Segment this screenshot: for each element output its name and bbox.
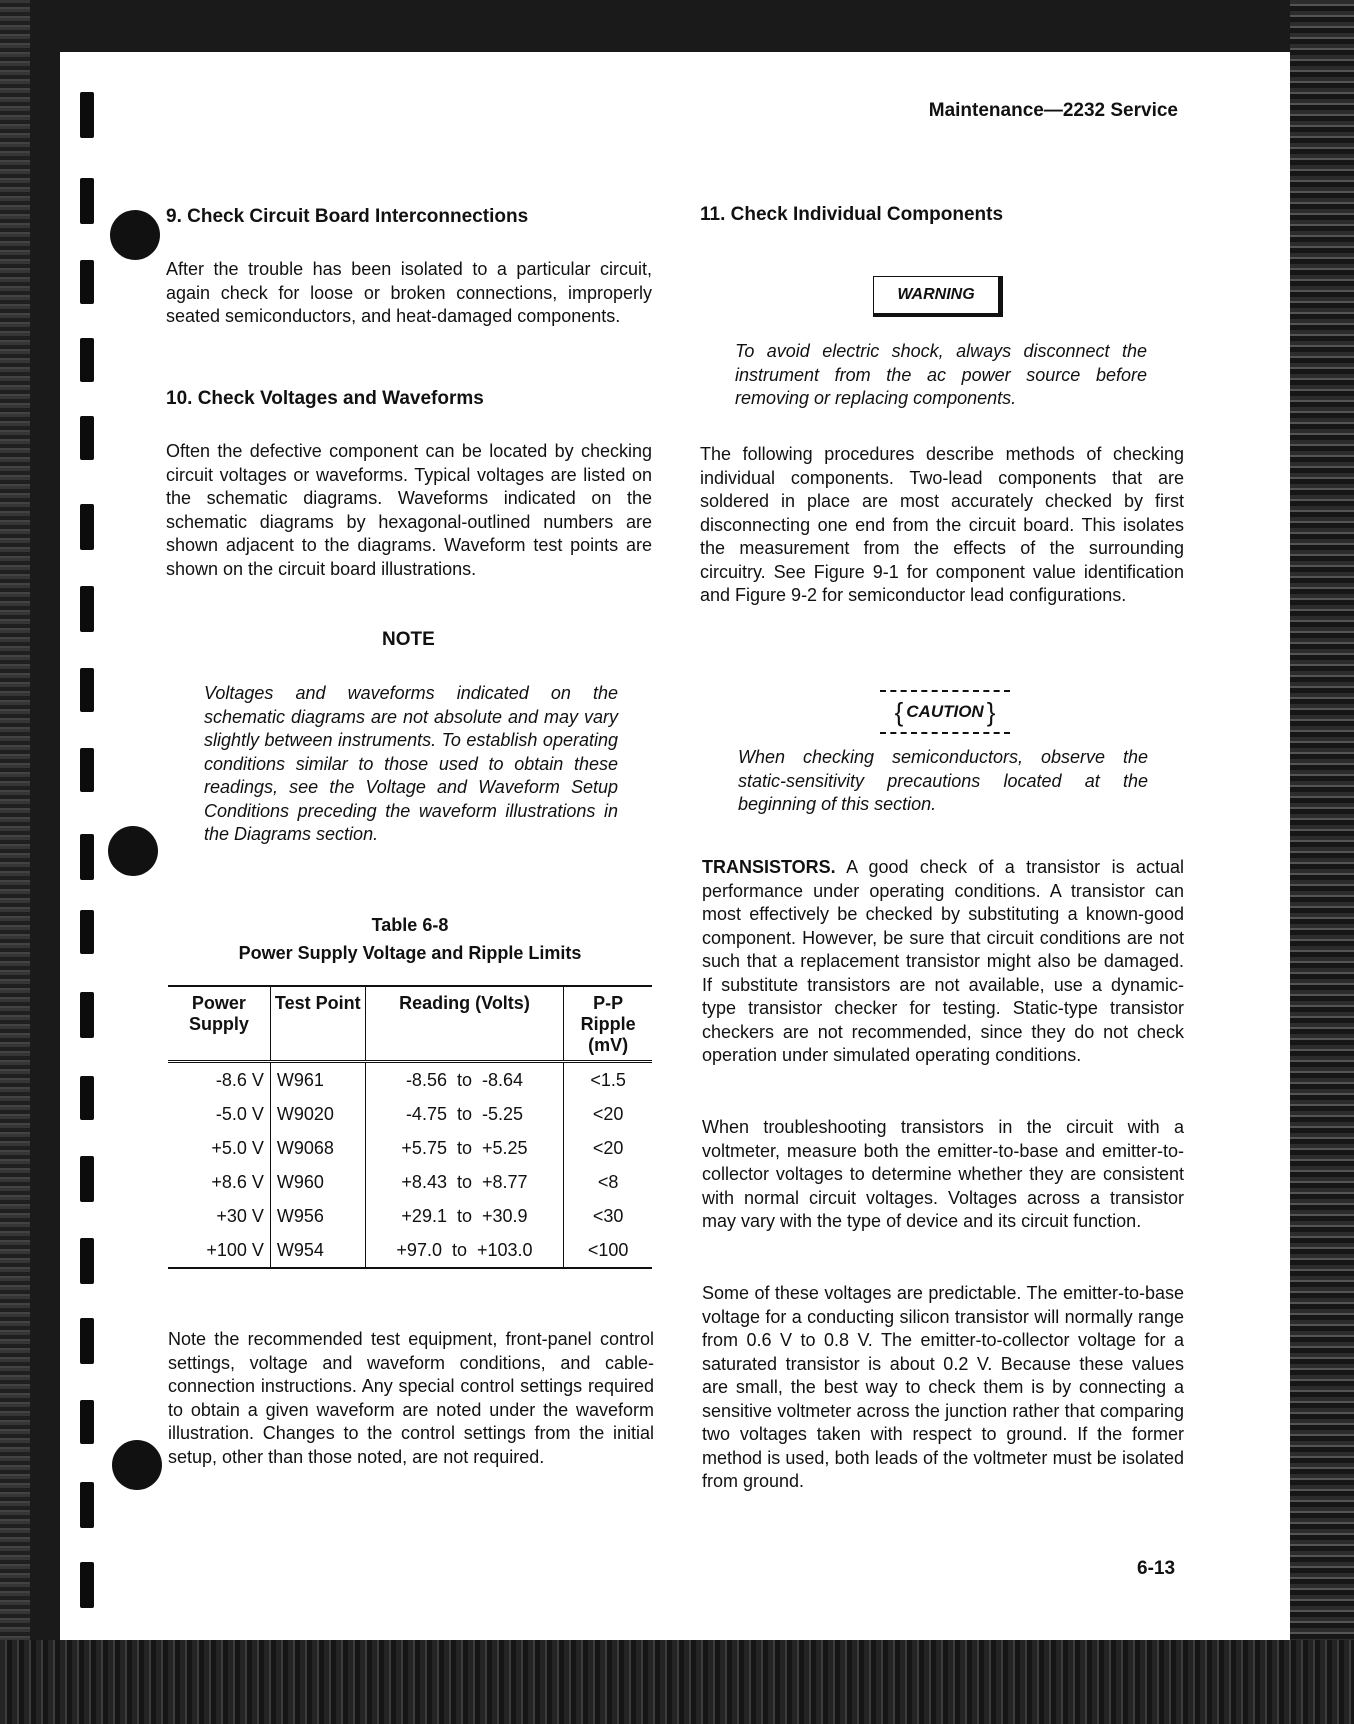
closing-paragraph: Note the recommended test equipment, front-panel control settings, voltage and waveform conditions, and cable-connection instructions. Any special control settings required to obtain a given waveform are noted under the waveform illustration. Changes to the control settings from the initial setup, other than those noted, are not required.: [168, 1329, 654, 1467]
binder-mark: [80, 1156, 94, 1202]
binder-mark: [80, 910, 94, 954]
column-header-power-supply: Power Supply: [168, 986, 270, 1062]
warning-body: To avoid electric shock, always disconnect the instrument from the ac power source before removing or replacing components.: [735, 341, 1147, 408]
table-header-row: [168, 986, 652, 1062]
binder-mark: [80, 1400, 94, 1444]
binder-mark: [80, 992, 94, 1038]
table-row: [168, 1165, 652, 1199]
cell-ripple: <30: [564, 1199, 652, 1233]
power-supply-table: [168, 985, 652, 1269]
cell-reading: +97.0 to +103.0: [365, 1233, 564, 1268]
section-9-body: After the trouble has been isolated to a particular circuit, again check for loose or broken connections, improperly seated semiconductors, and heat-damaged components.: [166, 259, 652, 326]
caution-body: When checking semiconductors, observe the static-sensitivity precautions located at the beginning of this section.: [738, 747, 1148, 814]
cell-test-point: W9068: [270, 1131, 365, 1165]
section-9-heading: 9. Check Circuit Board Interconnections: [166, 206, 529, 227]
cell-test-point: W960: [270, 1165, 365, 1199]
binder-mark: [80, 178, 94, 224]
caution-brace-right-icon: }: [986, 696, 996, 727]
scan-edge-left: [0, 0, 30, 1724]
cell-reading: -8.56 to -8.64: [365, 1062, 564, 1098]
binder-mark: [80, 834, 94, 880]
punch-hole: [110, 210, 160, 260]
binder-mark: [80, 92, 94, 138]
table-title: Power Supply Voltage and Ripple Limits: [238, 943, 582, 963]
column-header-test-point: Test Point: [270, 986, 365, 1062]
caution-label-box: [880, 690, 1010, 734]
binder-mark: [80, 416, 94, 460]
punch-hole: [112, 1440, 162, 1490]
table-row: [168, 1233, 652, 1268]
binder-mark: [80, 1318, 94, 1364]
note-body: Voltages and waveforms indicated on the schematic diagrams are not absolute and may vary slightly between instruments. To establish operating conditions similar to those used to obtain these readings, see the Voltage and Waveform Setup Conditions preceding the waveform illustrations in the Diagrams section.: [204, 683, 618, 844]
caution-label: CAUTION: [906, 702, 984, 721]
cell-reading: +29.1 to +30.9: [365, 1199, 564, 1233]
transistors-paragraph: [702, 856, 1184, 1068]
cell-reading: +5.75 to +5.25: [365, 1131, 564, 1165]
section-11-heading: 11. Check Individual Components: [700, 204, 1004, 225]
cell-test-point: W954: [270, 1233, 365, 1268]
cell-power-supply: +8.6 V: [211, 1171, 264, 1192]
punch-hole: [108, 826, 158, 876]
section-10-heading: 10. Check Voltages and Waveforms: [166, 388, 484, 409]
cell-ripple: <100: [564, 1233, 652, 1268]
binder-mark: [80, 260, 94, 304]
cell-ripple: <1.5: [564, 1062, 652, 1098]
cell-ripple: <20: [564, 1131, 652, 1165]
scan-edge-bottom: [0, 1640, 1354, 1724]
column-header-reading: Reading (Volts): [365, 986, 564, 1062]
cell-ripple: <8: [564, 1165, 652, 1199]
caution-brace-left-icon: {: [894, 696, 904, 727]
transistors-body: A good check of a transistor is actual performance under operating conditions. A transistor can most effectively be checked by substituting a known-good component. However, be sure that circuit conditions are not such that a replacement transistor might also be damaged. If substitute transistors are not available, use a dynamic-type transistor checker for testing. Static-type transistor checkers are not recommended, since they do not check operation under simulated operating conditions.: [702, 857, 1184, 1065]
table-number: Table 6-8: [371, 915, 449, 935]
binder-mark: [80, 1482, 94, 1528]
scan-edge-right: [1290, 0, 1354, 1724]
transistors-runin: TRANSISTORS.: [702, 857, 836, 877]
binder-mark: [80, 586, 94, 632]
page-number: 6-13: [1137, 1558, 1176, 1579]
cell-reading: -4.75 to -5.25: [365, 1097, 564, 1131]
cell-power-supply: -5.0 V: [215, 1103, 264, 1124]
cell-test-point: W956: [270, 1199, 365, 1233]
binder-mark: [80, 668, 94, 712]
cell-test-point: W9020: [270, 1097, 365, 1131]
cell-test-point: W961: [270, 1062, 365, 1098]
running-header: Maintenance—2232 Service: [928, 100, 1178, 121]
column-header-ripple: P-P Ripple (mV): [564, 986, 652, 1062]
cell-power-supply: +5.0 V: [211, 1137, 264, 1158]
voltmeter-paragraph: When troubleshooting transistors in the circuit with a voltmeter, measure both the emitter-to-base and emitter-to-collector voltages to determine whether they are consistent with normal circuit voltages. Voltages across a transistor may vary with the type of device and its circuit function.: [702, 1117, 1184, 1231]
table-row: [168, 1131, 652, 1165]
cell-ripple: <20: [564, 1097, 652, 1131]
cell-power-supply: +100 V: [206, 1239, 264, 1260]
cell-power-supply: +30 V: [216, 1205, 264, 1226]
binder-mark: [80, 1076, 94, 1120]
section-10-body: Often the defective component can be located by checking circuit voltages or waveforms. Typical voltages are listed on the schematic diagrams. Waveforms indicated on the schematic diagrams by hexagonal-outlined numbers are shown adjacent to the diagrams. Waveform test points are shown on the circuit board illustrations.: [166, 441, 652, 579]
table-row: [168, 1062, 652, 1098]
cell-power-supply: -8.6 V: [215, 1069, 264, 1090]
intro-paragraph: The following procedures describe methods of checking individual components. Two-lead components that are soldered in place are most accurately checked by first disconnecting one end from the circuit board. This isolates the measurement from the effects of the surrounding circuitry. See Figure 9-1 for component value identification and Figure 9-2 for semiconductor lead configurations.: [700, 444, 1184, 605]
note-title: NOTE: [382, 629, 435, 650]
binder-mark: [80, 748, 94, 792]
warning-label: WARNING: [873, 276, 1003, 317]
table-row: [168, 1097, 652, 1131]
binder-mark: [80, 338, 94, 382]
binder-mark: [80, 1238, 94, 1284]
binder-mark: [80, 1562, 94, 1608]
cell-reading: +8.43 to +8.77: [365, 1165, 564, 1199]
predictable-voltages-paragraph: Some of these voltages are predictable. The emitter-to-base voltage for a conducting silicon transistor will normally range from 0.6 V to 0.8 V. The emitter-to-collector voltage for a saturated transistor is about 0.2 V. Because these values are small, the best way to check them is by connecting a sensitive voltmeter across the junction rather that comparing two voltages taken with respect to ground. If the former method is used, both leads of the voltmeter must be isolated from ground.: [702, 1283, 1184, 1491]
table-row: [168, 1199, 652, 1233]
binder-mark: [80, 504, 94, 550]
